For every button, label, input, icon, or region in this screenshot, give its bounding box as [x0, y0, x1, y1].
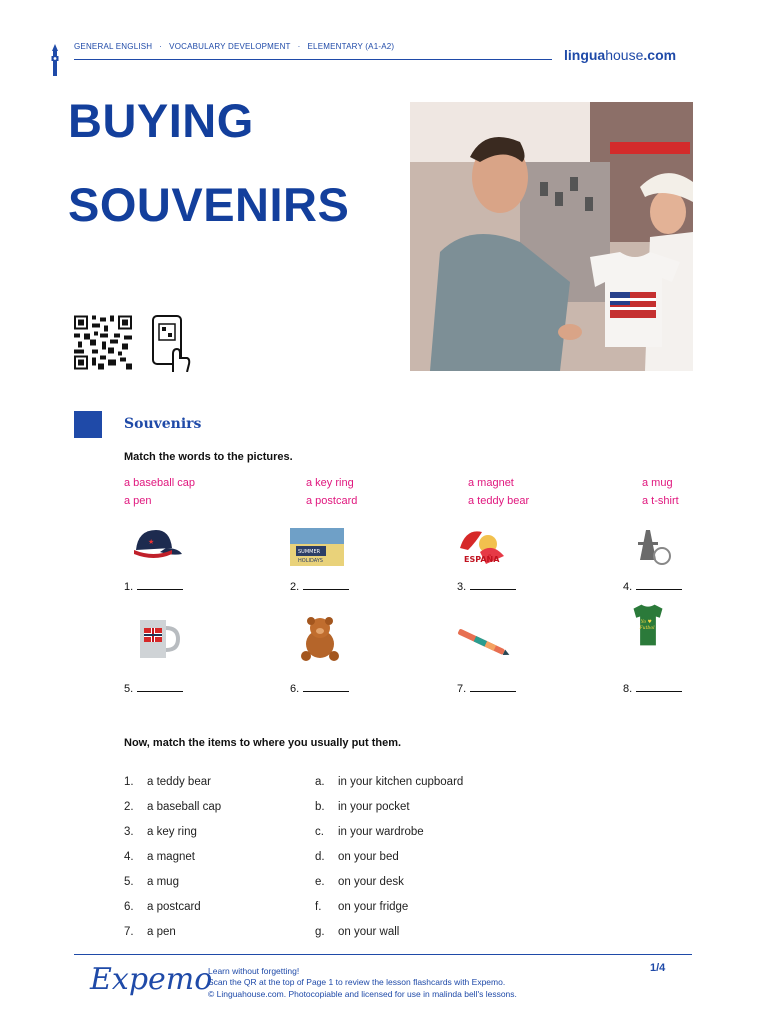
linguahouse-logo[interactable]: linguahouse.com [564, 47, 677, 63]
shopping-couple-photo [410, 102, 693, 371]
word-bank-item: a magnet [468, 477, 514, 489]
word-bank-item: a key ring [306, 477, 354, 489]
magnet-picture [456, 522, 512, 568]
list-item: 5. a mug [124, 876, 179, 888]
footer-qr-note: Scan the QR at the top of Page 1 to review the lesson flashcards with Expemo. [208, 977, 506, 987]
answer-blank[interactable]: 2. [290, 581, 349, 593]
answer-blank[interactable]: 6. [290, 683, 349, 695]
list-item: e. on your desk [315, 876, 404, 888]
instruction-match-places: Now, match the items to where you usually put them. [124, 737, 402, 749]
svg-text:SUMMER: SUMMER [298, 549, 321, 555]
list-item: 7. a pen [124, 926, 176, 938]
svg-text:★: ★ [148, 538, 155, 546]
postcard-picture [288, 522, 344, 568]
footer-tagline: Learn without forgetting! [208, 966, 300, 976]
qr-code[interactable] [74, 315, 132, 370]
breadcrumb: GENERAL ENGLISH · VOCABULARY DEVELOPMENT · ELEMENTARY (A1-A2) [74, 42, 395, 51]
list-item: 6. a postcard [124, 901, 201, 913]
header-divider [74, 59, 552, 60]
expemo-logo[interactable]: Expemo [90, 962, 213, 997]
page-title-line2: SOUVENIRS [68, 178, 350, 231]
big-ben-icon [50, 44, 60, 76]
mug-picture [130, 616, 186, 662]
instruction-match-pictures: Match the words to the pictures. [124, 451, 293, 463]
word-bank-item: a pen [124, 495, 152, 507]
breadcrumb-level: ELEMENTARY (A1-A2) [307, 42, 395, 51]
word-bank-item: a t-shirt [642, 495, 679, 507]
answer-blank[interactable]: 3. [457, 581, 516, 593]
phone-scan-icon [151, 314, 191, 372]
list-item: 4. a magnet [124, 851, 195, 863]
page-number: 1/4 [650, 962, 666, 974]
svg-text:HOLIDAYS: HOLIDAYS [298, 558, 323, 564]
answer-blank[interactable]: 1. [124, 581, 183, 593]
word-bank-item: a mug [642, 477, 673, 489]
svg-text:Futbol: Futbol [639, 625, 655, 631]
list-item: 3. a key ring [124, 826, 197, 838]
list-item: 1. a teddy bear [124, 776, 211, 788]
baseball-cap-picture [126, 522, 182, 568]
list-item: g. on your wall [315, 926, 400, 938]
section-marker [74, 411, 102, 438]
svg-text:Yo ♥: Yo ♥ [640, 620, 652, 626]
word-bank-item: a postcard [306, 495, 358, 507]
breadcrumb-course: GENERAL ENGLISH [74, 42, 153, 51]
answer-blank[interactable]: 7. [457, 683, 516, 695]
svg-text:ESPAÑA: ESPAÑA [464, 555, 500, 564]
pen-picture [456, 620, 512, 666]
answer-blank[interactable]: 8. [623, 683, 682, 695]
word-bank-item: a teddy bear [468, 495, 530, 507]
answer-blank[interactable]: 5. [124, 683, 183, 695]
key-ring-picture [624, 522, 680, 568]
list-item: b. in your pocket [315, 801, 410, 813]
page-title-line1: BUYING [68, 94, 254, 147]
list-item: c. in your wardrobe [315, 826, 424, 838]
footer-divider [74, 954, 692, 955]
answer-blank[interactable]: 4. [623, 581, 682, 593]
list-item: d. on your bed [315, 851, 399, 863]
list-item: f. on your fridge [315, 901, 409, 913]
footer-copyright: © Linguahouse.com. Photocopiable and licensed for use in malinda bell's lessons. [208, 989, 517, 999]
list-item: 2. a baseball cap [124, 801, 222, 813]
teddy-bear-picture [292, 616, 348, 662]
breadcrumb-module: VOCABULARY DEVELOPMENT [169, 42, 291, 51]
list-item: a. in your kitchen cupboard [315, 776, 464, 788]
word-bank-item: a baseball cap [124, 477, 195, 489]
section-title: Souvenirs [124, 416, 202, 432]
t-shirt-picture [620, 602, 676, 648]
